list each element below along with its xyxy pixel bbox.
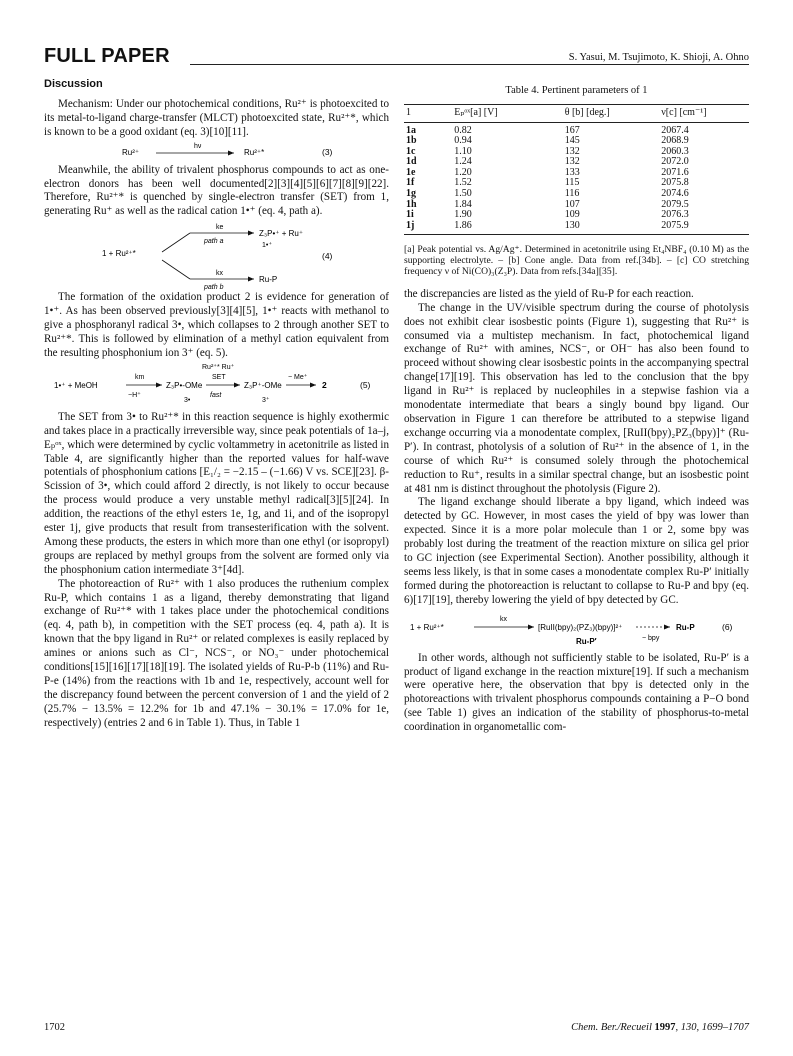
eq5-minus-h: −H⁺ [128,391,141,399]
eq4-branch-up [162,233,190,252]
table-cell: 1j [404,221,452,235]
eq6-kx: kx [500,615,507,623]
parameters-table [404,104,749,236]
paragraph: The formation of the oxidation product 2 is evidence for generation of 1•⁺. As has been observed previously[3][4][5], 1•⁺ reacts with methanol to give a phosphoranyl radical 3•, which collapses to 2 through another SET to Ru²⁺*. This is followed by elimination of a methyl cation equivalent from the resulting phosphonium ion 3⁺ (eq. 5). [44,291,389,359]
eq5-top-reagents: Ru²⁺* Ru⁺ [202,363,235,371]
table-cell: 132 [564,156,580,168]
eq4-arrowhead-b [248,277,254,282]
table-cell: 116 [564,188,580,200]
table-cell: 1d [406,156,417,168]
paragraph: The SET from 3• to Ru²⁺* in this reaction sequence is highly exothermic and takes place in a practically irreversible way, since peak potentials of 1a–j, Eₚᵒˣ, which were determined by cyclic voltammetry in acetonitrile as listed in Table 4, are significantly higher than the reported values for half-wave potentials of phosphonium cations [E₁/₂ = −2.15 – (−1.66) V vs. SCE][23]. β-Scission of 3•, which could afford 2 directly, is not likely to occur because the process would produce a very unstable methyl radical[3][5][24]. In addition, the reactions of the ethyl esters 1e, 1g, and 1i, and of the isopropyl ester 1j, give products that result from transesterification with the solvent. Among these products, the esters in which more than one ethyl (or isopropyl) groups are replaced by methyl groups from the solvent are formed only via the phosphonium cation intermediate 3⁺[4d]. [44,410,389,576]
eq3-number: (3) [322,146,333,157]
equation-6 [404,608,749,652]
eq5-arrowhead-2 [234,382,240,387]
eq5-arrowhead-3 [310,382,316,387]
paragraph: The ligand exchange should liberate a bpy ligand, which indeed was detected by GC. However, in most cases the yield of bpy was lower than expected. Since it is a more polar molecule than 1 or 2, some bpy was probably lost during the treatment of the reaction mixture on silica gel prior to GC injection (see Experimental Section). Another possibility, although it seems less likely, is that in some cases a monodentate complex Ru-P′ initially formed during the photoreaction is reluctant to collapse to Ru-P and bpy (eq. 6)[17][19], thereby lowering the yield of bpy detected by GC. [404,496,749,606]
eq5-km: km [135,373,145,381]
table-cell: 133 [564,166,580,178]
journal-citation: Chem. Ber./Recueil 1997, 130, 1699–1707 [571,1022,749,1033]
eq4-product-b: Ru-P [259,275,278,285]
table-cell: 1b [406,135,417,147]
eq5-number: (5) [360,379,371,390]
equation-5-scheme [44,361,389,411]
page-header-title: FULL PAPER [44,45,170,67]
eq5-cation-label: 3⁺ [262,396,270,404]
table-cell: 145 [564,135,580,147]
table-cell: 115 [564,177,580,189]
eq4-number: (4) [322,251,333,262]
table-cell: 2071.6 [661,166,689,178]
page-number: 1702 [44,1022,65,1033]
table-cell: 109 [564,209,580,221]
table-cell: 1e [406,166,416,178]
eq4-branch-down [162,260,190,279]
eq6-minus-bpy: − bpy [642,634,660,642]
eq4-ke: ke [216,224,224,232]
eq5-intermediate: Z₃P•-OMe [166,380,203,390]
table-footnote: [a] Peak potential vs. Ag/Ag⁺. Determined in acetonitrile using Et₄NBF₄ (0.10 M) as the supporting electrolyte. – [b] Cone angle. Data from ref.[34b]. – [c] CO stretching frequency ν of Ni(CO)₃(Z₃P). Data from refs.[34a][35]. [404,244,749,278]
table-cell: 1g [406,188,416,200]
journal-volume: 130 [680,1022,697,1033]
section-heading: Discussion [44,78,103,90]
equation-4 [44,219,389,291]
table-cell: 1.52 [454,177,472,189]
table-cell: 107 [564,198,580,210]
table-cell: 2075.8 [661,177,689,189]
journal-pages: 1699–1707 [701,1022,749,1033]
table-cell: 130 [563,221,660,235]
table-cell: 1h [406,198,417,210]
eq3-arrow-label: hν [194,142,202,150]
eq5-reactants: 1•⁺ + MeOH [54,380,98,390]
table-cell: 1.20 [454,166,472,178]
journal-year: 1997 [654,1022,676,1033]
table-cell: 1.24 [454,156,472,168]
eq5-intermediate-label: 3• [184,396,191,404]
paragraph: the discrepancies are listed as the yield of Ru-P for each reaction. [404,287,694,300]
equation-6-scheme [404,608,749,652]
table-cell: 1f [406,177,415,189]
table-body [404,122,749,235]
table-cell: 1c [406,145,416,157]
eq4-product-a: Z₃P•⁺ + Ru⁺ [259,229,304,239]
table-row [404,122,749,136]
eq4-product-a-label: 1•⁺ [262,242,273,250]
table-cell: 2072.0 [661,156,689,168]
paragraph: The photoreaction of Ru²⁺ with 1 also produces the ruthenium complex Ru-P, which contains 1 as a ligand, thereby demonstrating that ligand exchange of Ru²⁺* with 1 takes place under the photochemical conditions (eq. 4, path b), in competition with the SET process (eq. 4, path a). It is known that the bpy ligand in Ru²⁺ or related complexes is easily replaced by amines or anions such as Cl⁻, NCS⁻, or NO₃⁻ under photochemical conditions[15][16][17][18][19]. The isolated yields of Ru-P-b (11%) and Ru-P-e (14%) from the reactions with 1b and 1e, respectively, account well for the discrepancy found between the percent conversion of 1 and the yield of 2 (25.7% − 13.5% = 12.2% for 1b and 47.1% − 30.1% = 17.0% for 1e, respectively) (entries 2 and 6 in Table 1). Thus, in Table 1 [44,577,389,729]
paragraph: Mechanism: Under our photochemical conditions, Ru²⁺ is photoexcited to its metal-to-ligand charge-transfer (MLCT) photoexcited state, Ru²⁺*, which is known to be a good oxidant (eq. 3)[10][11]. [44,97,389,138]
eq6-intermediate: [RuII(bpy)₂(PZ₃)(bpy)]²⁺ [538,622,623,632]
eq6-number: (6) [722,621,733,632]
table-cell: 1i [406,209,414,221]
table-cell: 0.82 [454,124,472,136]
table-cell: 1.50 [454,188,472,200]
eq5-product: 2 [322,379,327,390]
table-cell: 2079.5 [661,198,689,210]
eq6-arrowhead-2 [664,624,670,629]
table-cell: 2076.3 [661,209,689,221]
table-cell: 2060.3 [661,145,689,157]
eq5-set: SET [212,373,226,381]
table-header-cell: 1 [404,104,452,122]
table-cell: 2067.4 [661,124,689,136]
eq6-arrowhead-1 [528,624,534,629]
table-cell: 1.10 [454,145,472,157]
eq4-kx: kx [216,270,223,278]
eq3-arrowhead [228,150,234,155]
eq4-reactants: 1 + Ru²⁺* [102,249,136,259]
equation-4-scheme [44,219,389,291]
eq3-reactant: Ru²⁺ [122,147,140,157]
right-column [404,78,749,735]
eq3-product: Ru²⁺* [244,147,265,157]
equation-5 [44,361,389,411]
table-cell: 167 [564,124,580,136]
eq6-reactants: 1 + Ru²⁺* [410,622,444,632]
table-cell: 2074.6 [661,188,689,200]
table-cell: 0.94 [454,135,472,147]
table-cell: 132 [564,145,580,157]
table-row [404,221,749,235]
page-header-authors: S. Yasui, M. Tsujimoto, K. Shioji, A. Ohno [568,52,749,63]
eq4-path-b: path b [204,284,224,292]
paragraph: The change in the UV/visible spectrum during the course of photolysis does not exhibit clear isosbestic points (Figure 1), suggesting that Ru²⁺ is consumed via a multistep mechanism. In fact, photochemical ligand exchange of Ru²⁺ with amines, NCS⁻, or OH⁻ has also been found to proceed without showing clear isosbestic points in the accompanying spectral change[17][19]. This observation has led to the conclusion that the bpy ligand in Ru²⁺ is replaced by nucleophiles in a stepwise fashion via a monodentate intermediate that bears a singly bound bpy ligand. Our observation in Figure 1 can therefore be attributed to a stepwise ligand exchange occurring via a monodentate complex, [RuII(bpy)₂PZ₃(bpy)]⁺ (Ru-P′). In contrast, photolysis of a solution of Ru²⁺ in the absence of 1, in the course of which Ru²⁺ is consumed solely through the photochemical reduction to Ru⁺, results in a similar spectral change, but an isosbestic point at 481 nm is distinct throughout the photolysis (Figure 2). [404,301,749,495]
eq6-intermediate-label: Ru-P′ [576,636,597,646]
eq4-path-a: path a [204,238,224,246]
eq6-product: Ru-P [676,622,695,632]
left-column [44,78,389,731]
table-cell: 1.90 [454,209,472,221]
equation-3-scheme [44,140,389,164]
table-cell: 1.86 [452,221,562,235]
table-cell: 2075.9 [659,221,749,235]
table-caption: Table 4. Pertinent parameters of 1 [505,85,648,96]
equation-3 [44,140,389,164]
paragraph: Meanwhile, the ability of trivalent phosphorus compounds to act as one-electron donors has been well documented[2][3][4][5][6][7][8][9][22]. Therefore, Ru²⁺* is quenched by single-electron transfer (SET) from 1, generating Ru⁺ as well as the radical cation 1•⁺ (eq. 4, path a). [44,163,389,218]
table-cell: 1.84 [454,198,472,210]
table-header-cell: ν[c] [cm⁻¹] [659,104,749,122]
eq4-arrowhead-a [248,231,254,236]
journal-name: Chem. Ber./Recueil [571,1022,652,1033]
table-header-cell: Eₚᵒˣ[a] [V] [452,104,562,122]
eq5-cation: Z₃P⁺-OMe [244,380,282,390]
table-header-row [404,104,749,122]
paragraph: In other words, although not sufficiently stable to be isolated, Ru-P′ is a product of ligand exchange in the reaction mixture[19]. If such a mechanism were operative here, the observation that bpy is detected only in the photoreactions with trivalent phosphorus compounds containing a P−O bond (see Table 1) gives an indication of the stability of phosphorus-to-metal coordination in organometallic com- [404,651,749,734]
eq5-arrowhead-1 [156,382,162,387]
table-cell: 1a [406,124,416,136]
table-cell: 2068.9 [661,135,689,147]
eq5-fast: fast [210,391,222,399]
eq5-minus-me: − Me⁺ [288,373,308,381]
header-rule [190,64,749,65]
table-header-cell: θ [b] [deg.] [563,104,660,122]
